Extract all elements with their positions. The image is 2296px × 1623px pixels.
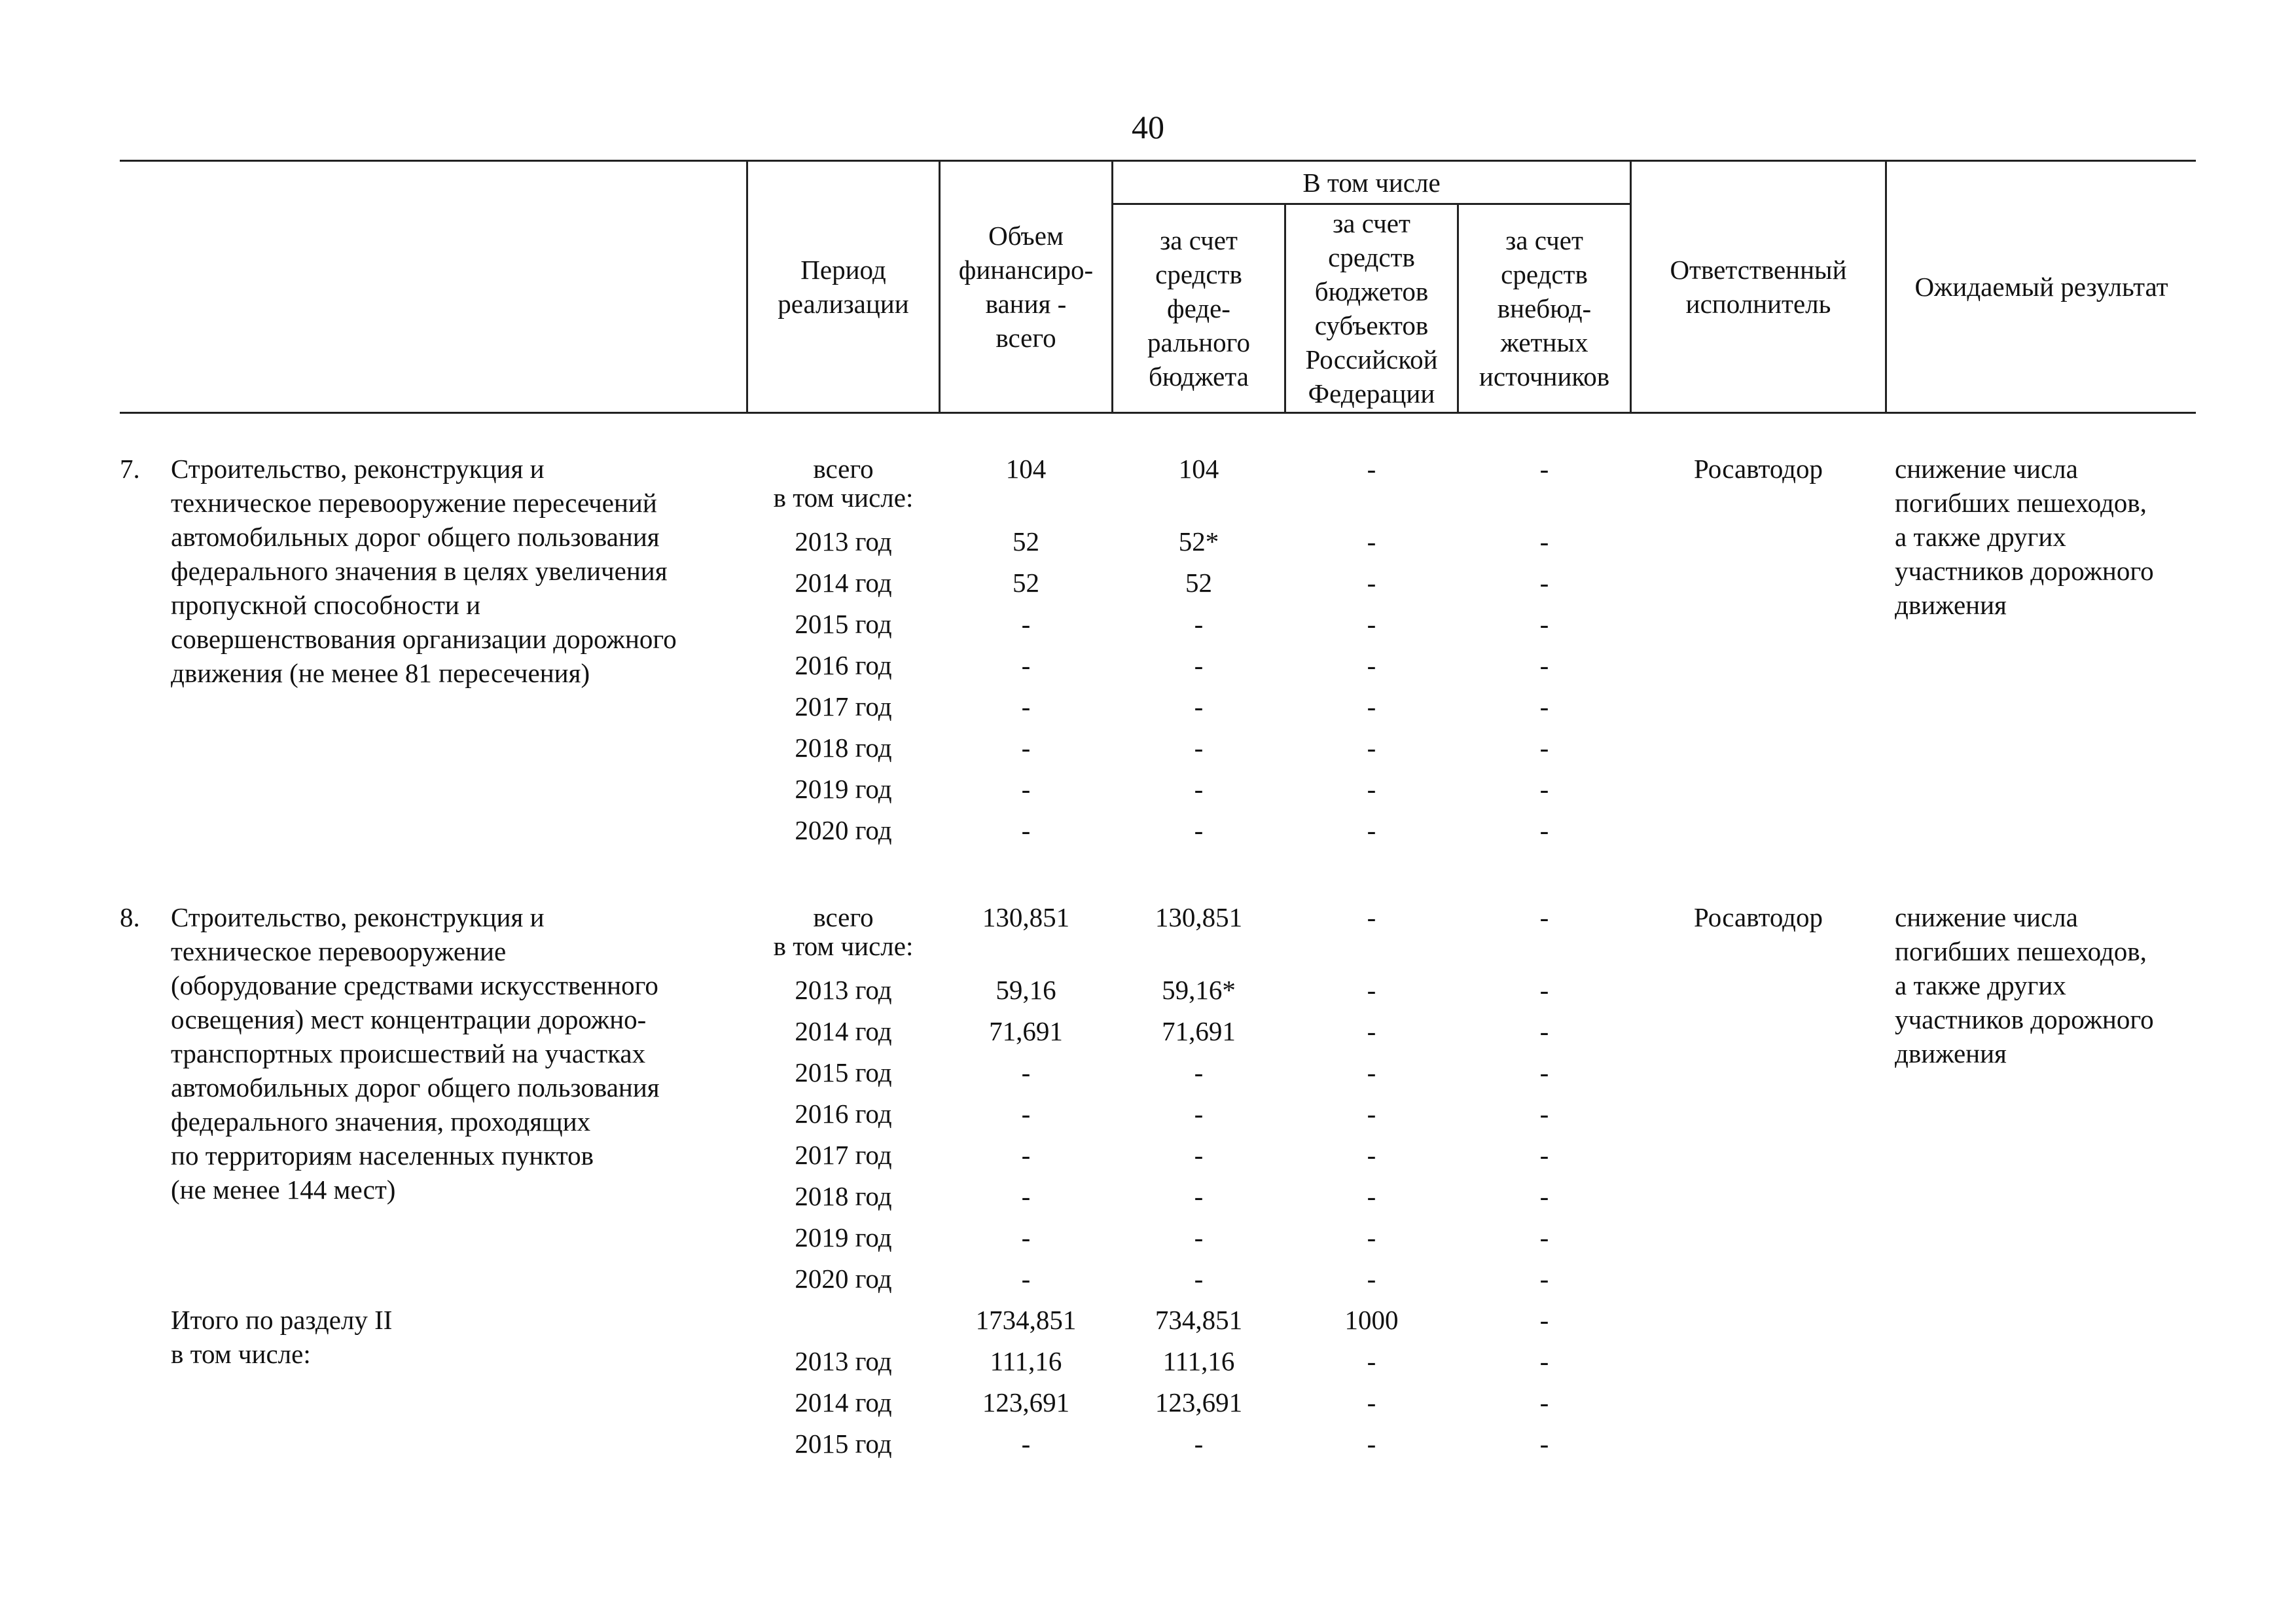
cell-total: - [1021, 1140, 1031, 1170]
cell-total: - [1021, 733, 1031, 763]
cell-federal: - [1194, 1057, 1204, 1087]
cell-offbudget: - [1539, 1305, 1549, 1335]
description-line: (не менее 144 мест) [171, 1175, 396, 1205]
header-line: за счет [1160, 225, 1238, 255]
cell-regional: - [1367, 691, 1376, 721]
header-line: жетных [1500, 327, 1588, 357]
header-line: реализации [778, 289, 909, 319]
cell-offbudget: - [1539, 1346, 1549, 1376]
cell-offbudget: - [1539, 526, 1549, 556]
result-line: погибших пешеходов, [1895, 488, 2147, 518]
cell-period: 2013 год [795, 526, 892, 556]
cell-federal: 130,851 [1155, 902, 1243, 932]
result-line: участников дорожного [1895, 556, 2154, 586]
header-line: средств [1328, 242, 1415, 272]
header-including: В том числе [1302, 167, 1441, 198]
header-line: источников [1479, 361, 1610, 392]
cell-federal: 59,16* [1162, 975, 1236, 1005]
description-line: автомобильных дорог общего пользования [171, 522, 660, 552]
cell-federal: - [1194, 691, 1204, 721]
header-line: Объем [988, 221, 1064, 251]
cell-period: 2014 год [795, 568, 892, 598]
cell-regional: - [1367, 454, 1376, 484]
cell-period: 2015 год [795, 609, 892, 639]
cell-offbudget: - [1539, 1264, 1549, 1294]
result-line: снижение числа [1895, 454, 2078, 484]
cell-total: - [1021, 1264, 1031, 1294]
cell-regional: - [1367, 815, 1376, 845]
cell-offbudget: - [1539, 1057, 1549, 1087]
cell-offbudget: - [1539, 1099, 1549, 1129]
header-line: средств [1155, 259, 1242, 289]
cell-offbudget: - [1539, 1016, 1549, 1046]
cell-offbudget: - [1539, 815, 1549, 845]
cell-offbudget: - [1539, 568, 1549, 598]
cell-offbudget: - [1539, 733, 1549, 763]
cell-regional: - [1367, 1099, 1376, 1129]
header-line: Федерации [1308, 378, 1435, 409]
header-line: Ответственный [1670, 255, 1847, 285]
cell-offbudget: - [1539, 1222, 1549, 1252]
cell-regional: - [1367, 609, 1376, 639]
item-executor: Росавтодор [1693, 454, 1823, 484]
cell-total: 104 [1005, 454, 1047, 484]
result-line: движения [1895, 1038, 2007, 1068]
description-line: Строительство, реконструкция и [171, 902, 545, 932]
cell-regional: - [1367, 1429, 1376, 1459]
result-line: а также других [1895, 970, 2066, 1000]
cell-federal: 52* [1178, 526, 1219, 556]
cell-federal: 123,691 [1155, 1387, 1243, 1417]
cell-federal: - [1194, 1099, 1204, 1129]
cell-total: 111,16 [990, 1346, 1062, 1376]
header-executor [1632, 162, 1885, 412]
cell-regional: - [1367, 733, 1376, 763]
cell-regional: - [1367, 975, 1376, 1005]
cell-total: - [1021, 1099, 1031, 1129]
header-offbudget [1459, 205, 1630, 412]
totals-label-line: в том числе: [171, 1339, 311, 1369]
cell-regional: - [1367, 568, 1376, 598]
cell-period: 2013 год [795, 1346, 892, 1376]
cell-period: 2013 год [795, 975, 892, 1005]
cell-federal: - [1194, 815, 1204, 845]
cell-total: 71,691 [989, 1016, 1063, 1046]
cell-offbudget: - [1539, 650, 1549, 680]
description-line: по территориям населенных пунктов [171, 1140, 594, 1171]
cell-federal: - [1194, 650, 1204, 680]
item-result [1895, 452, 2196, 622]
result-line: движения [1895, 590, 2007, 620]
cell-period: 2019 год [795, 774, 892, 804]
description-line: техническое перевооружение пересечений [171, 488, 657, 518]
description-line: пропускной способности и [171, 590, 481, 620]
cell-regional: - [1367, 1181, 1376, 1211]
cell-federal: - [1194, 1222, 1204, 1252]
cell-total: 1734,851 [975, 1305, 1077, 1335]
cell-federal: - [1194, 609, 1204, 639]
totals-label [171, 1303, 740, 1371]
totals-label-line: Итого по разделу II [171, 1305, 393, 1335]
description-line: движения (не менее 81 пересечения) [171, 658, 590, 688]
cell-period: 2015 год [795, 1057, 892, 1087]
header-regional [1286, 205, 1457, 412]
cell-period: 2020 год [795, 1264, 892, 1294]
cell-regional: 1000 [1344, 1305, 1399, 1335]
header-line: Российской [1305, 344, 1438, 374]
cell-federal: - [1194, 733, 1204, 763]
cell-period: 2018 год [795, 1181, 892, 1211]
page-number: 40 [1132, 109, 1164, 145]
header-line: всего [996, 323, 1056, 353]
header-line: исполнитель [1685, 289, 1831, 319]
header-line: бюджетов [1314, 276, 1429, 306]
cell-period: 2017 год [795, 691, 892, 721]
cell-regional: - [1367, 526, 1376, 556]
header-line: финансиро- [958, 255, 1094, 285]
result-line: снижение числа [1895, 902, 2078, 932]
description-line: федерального значения, проходящих [171, 1106, 591, 1137]
header-result: Ожидаемый результат [1914, 272, 2168, 302]
item-description [171, 452, 740, 690]
cell-period: всего [813, 902, 874, 932]
cell-total: - [1021, 691, 1031, 721]
cell-offbudget: - [1539, 1140, 1549, 1170]
header-line: внебюд- [1497, 293, 1592, 323]
result-line: погибших пешеходов, [1895, 936, 2147, 966]
cell-total: 123,691 [982, 1387, 1070, 1417]
cell-total: - [1021, 774, 1031, 804]
cell-period: 2014 год [795, 1387, 892, 1417]
cell-federal: 52 [1185, 568, 1212, 598]
cell-total: - [1021, 1429, 1031, 1459]
cell-period: 2020 год [795, 815, 892, 845]
description-line: автомобильных дорог общего пользования [171, 1072, 660, 1103]
cell-total: - [1021, 609, 1031, 639]
result-line: а также других [1895, 522, 2066, 552]
cell-regional: - [1367, 1016, 1376, 1046]
header-federal [1113, 205, 1284, 412]
description-line: транспортных происшествий на участках [171, 1038, 646, 1068]
header-line: за счет [1333, 208, 1410, 238]
cell-period: 2016 год [795, 1099, 892, 1129]
cell-regional: - [1367, 1346, 1376, 1376]
description-line: техническое перевооружение [171, 936, 507, 966]
cell-federal: 734,851 [1155, 1305, 1243, 1335]
description-line: (оборудование средствами искусственного [171, 970, 658, 1000]
description-line: совершенствования организации дорожного [171, 624, 677, 654]
result-line: участников дорожного [1895, 1004, 2154, 1034]
header-line: вания - [985, 289, 1067, 319]
cell-offbudget: - [1539, 774, 1549, 804]
cell-total: - [1021, 815, 1031, 845]
header-period [748, 162, 939, 412]
cell-total: 59,16 [996, 975, 1056, 1005]
cell-regional: - [1367, 650, 1376, 680]
cell-federal: - [1194, 774, 1204, 804]
header-line: бюджета [1149, 361, 1249, 392]
cell-federal: 111,16 [1162, 1346, 1235, 1376]
cell-period: 2018 год [795, 733, 892, 763]
description-line: федерального значения в целях увеличения [171, 556, 668, 586]
cell-federal: - [1194, 1429, 1204, 1459]
description-line: Строительство, реконструкция и [171, 454, 545, 484]
cell-offbudget: - [1539, 609, 1549, 639]
cell-period: 2019 год [795, 1222, 892, 1252]
item-executor: Росавтодор [1693, 902, 1823, 932]
cell-offbudget: - [1539, 902, 1549, 932]
cell-total: - [1021, 1057, 1031, 1087]
cell-offbudget: - [1539, 454, 1549, 484]
cell-federal: 104 [1178, 454, 1219, 484]
cell-offbudget: - [1539, 691, 1549, 721]
item-number: 8. [120, 902, 140, 932]
cell-offbudget: - [1539, 1429, 1549, 1459]
header-line: средств [1501, 259, 1588, 289]
cell-total: 130,851 [982, 902, 1070, 932]
cell-period: в том числе: [773, 483, 914, 513]
item-result [1895, 900, 2196, 1070]
cell-regional: - [1367, 1057, 1376, 1087]
cell-regional: - [1367, 1222, 1376, 1252]
cell-period: 2015 год [795, 1429, 892, 1459]
cell-total: - [1021, 1222, 1031, 1252]
cell-total: 52 [1013, 568, 1039, 598]
cell-period: 2016 год [795, 650, 892, 680]
header-line: за счет [1505, 225, 1583, 255]
item-description [171, 900, 740, 1207]
header-line: Период [800, 255, 886, 285]
cell-federal: 71,691 [1162, 1016, 1236, 1046]
cell-regional: - [1367, 1387, 1376, 1417]
description-line: освещения) мест концентрации дорожно- [171, 1004, 647, 1034]
cell-period: 2014 год [795, 1016, 892, 1046]
cell-regional: - [1367, 902, 1376, 932]
header-line: рального [1147, 327, 1250, 357]
cell-total: - [1021, 650, 1031, 680]
cell-federal: - [1194, 1140, 1204, 1170]
cell-total: 52 [1013, 526, 1039, 556]
cell-regional: - [1367, 774, 1376, 804]
cell-regional: - [1367, 1140, 1376, 1170]
header-line: субъектов [1314, 310, 1429, 340]
cell-regional: - [1367, 1264, 1376, 1294]
header-volume [941, 162, 1111, 412]
cell-period: 2017 год [795, 1140, 892, 1170]
header-line: феде- [1167, 293, 1230, 323]
cell-federal: - [1194, 1181, 1204, 1211]
cell-federal: - [1194, 1264, 1204, 1294]
item-number: 7. [120, 454, 140, 484]
cell-period: в том числе: [773, 931, 914, 961]
cell-offbudget: - [1539, 975, 1549, 1005]
cell-period: всего [813, 454, 874, 484]
cell-offbudget: - [1539, 1181, 1549, 1211]
cell-offbudget: - [1539, 1387, 1549, 1417]
cell-total: - [1021, 1181, 1031, 1211]
